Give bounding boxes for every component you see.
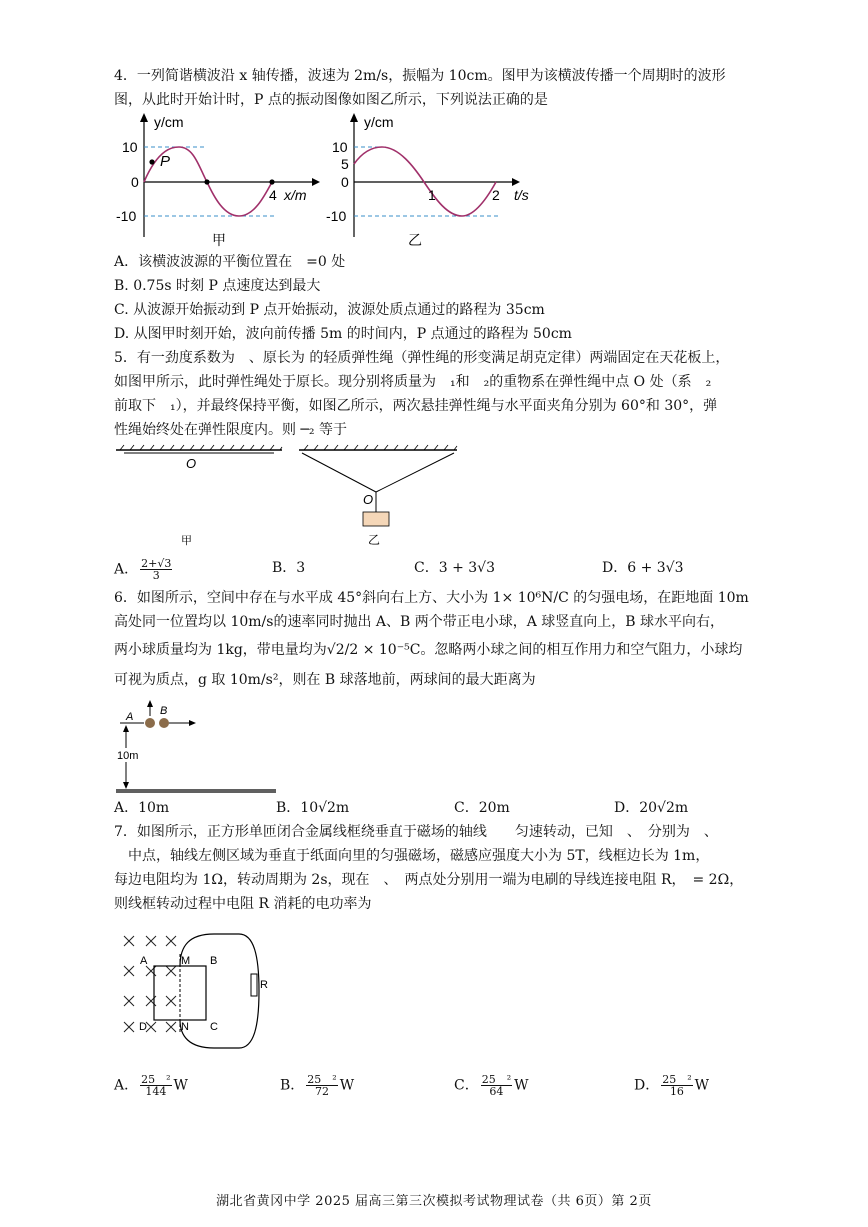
svg-text:10: 10 bbox=[122, 139, 138, 155]
q5-option-a: A． $\frac{2+√3}{3}$ bbox=[114, 557, 172, 582]
svg-text:-10: -10 bbox=[116, 208, 137, 224]
svg-text:甲: 甲 bbox=[212, 232, 226, 248]
svg-text:10: 10 bbox=[332, 139, 348, 155]
rotating-frame-figure bbox=[114, 926, 284, 1066]
vibration-graph-yi bbox=[324, 112, 534, 250]
svg-text:4: 4 bbox=[269, 187, 277, 203]
q5-stem-line2: 如图甲所示，此时弹性绳处于原长。现分别将质量为 ₁和 ₂的重物系在弹性绳中点 O 处（系 ₂ bbox=[114, 374, 712, 390]
svg-text:B: B bbox=[160, 705, 168, 717]
wave-graph-jia bbox=[114, 112, 314, 250]
q7-stem-line2: 中点，轴线左侧区域为垂直于纸面向里的匀强磁场，磁感应强度大小为 5T，线框边长为 1m， bbox=[114, 848, 710, 864]
q7-option-a: A． $\frac{\text{25 ²}}{144}$ W bbox=[114, 1073, 188, 1098]
q5-stem-line4: 性绳始终处在弹性限度内。则 ─₂ 等于 bbox=[114, 422, 347, 438]
q4-stem-line1: 4．一列简谐横波沿 x 轴传播，波速为 2m/s，振幅为 10cm。图甲为该横波传播一个周期时的波形 bbox=[114, 68, 726, 84]
svg-text:10m: 10m bbox=[117, 750, 139, 762]
svg-text:0: 0 bbox=[341, 174, 349, 190]
q5-stem-line3: 前取下 ₁），并最终保持平衡，如图乙所示，两次悬挂弹性绳与水平面夹角分别为 60°和 30°，弹 bbox=[114, 398, 718, 414]
q4-option-d: D. 从图甲时刻开始，波向前传播 5m 的时间内，P 点通过的路程为 50cm bbox=[114, 326, 572, 342]
q5-option-c: C．3 + 3√3 bbox=[414, 560, 495, 576]
q7-stem-line4: 则线框转动过程中电阻 R 消耗的电功率为 bbox=[114, 896, 372, 912]
svg-text:D: D bbox=[139, 1021, 147, 1033]
q4-option-b: B. 0.75s 时刻 P 点速度达到最大 bbox=[114, 278, 321, 294]
yi-ylabel: y/cm bbox=[364, 114, 394, 130]
svg-text:O: O bbox=[186, 456, 197, 471]
q4-option-c: C. 从波源开始振动到 P 点开始振动，波源处质点通过的路程为 35cm bbox=[114, 302, 545, 318]
q7-option-c: C． $\frac{\text{25 ²}}{64}$ W bbox=[454, 1073, 529, 1098]
svg-text:1: 1 bbox=[428, 187, 436, 203]
svg-text:x/m: x/m bbox=[284, 187, 307, 203]
q5-stem-line1: 5．有一劲度系数为 、原长为 的轻质弹性绳（弹性绳的形变满足胡克定律）两端固定在天花板上， bbox=[114, 350, 730, 366]
svg-text:甲: 甲 bbox=[181, 535, 192, 547]
svg-text:N: N bbox=[181, 1021, 189, 1033]
svg-text:0: 0 bbox=[131, 174, 139, 190]
q4-option-a: A．该横波波源的平衡位置在 =0 处 bbox=[114, 254, 346, 270]
q6-stem-line3: 两小球质量均为 1kg，带电量均为√2/2 × 10⁻⁵C。忽略两小球之间的相互作用力和空气阻力，小球均 bbox=[114, 642, 743, 658]
q6-stem-line2: 高处同一位置均以 10m/s的速率同时抛出 A、B 两个带正电小球，A 球竖直向上，B 球水平向右， bbox=[114, 614, 725, 630]
svg-text:A: A bbox=[126, 711, 134, 723]
svg-text:A: A bbox=[140, 955, 148, 967]
q6-stem-line4: 可视为质点，g 取 10m/s²，则在 B 球落地前，两球间的最大距离为 bbox=[114, 672, 536, 688]
svg-text:B: B bbox=[210, 955, 218, 967]
svg-text:O: O bbox=[363, 492, 374, 507]
svg-text:5: 5 bbox=[341, 156, 349, 172]
q6-option-b: B．10√2m bbox=[276, 800, 350, 816]
projectile-figure bbox=[114, 702, 284, 794]
q7-option-b: B． $\frac{\text{25 ²}}{72}$ W bbox=[280, 1073, 355, 1098]
q7-stem-line3: 每边电阻均为 1Ω，转动周期为 2s，现在 、 两点处分别用一端为电刷的导线连接电阻 R， = 2Ω， bbox=[114, 872, 744, 888]
svg-text:C: C bbox=[210, 1021, 218, 1033]
svg-text:2: 2 bbox=[492, 187, 500, 203]
q6-stem-line1: 6．如图所示，空间中存在与水平成 45°斜向右上方、大小为 1× 10⁶N/C 的匀强电场，在距地面 10m bbox=[114, 590, 749, 606]
svg-text:乙: 乙 bbox=[368, 533, 381, 547]
point-p-label: P bbox=[160, 153, 171, 170]
page-footer: 湖北省黄冈中学 2025 届高三第三次模拟考试物理试卷（共 6页）第 2页 bbox=[216, 1194, 652, 1209]
q6-option-c: C．20m bbox=[454, 800, 510, 816]
svg-text:-10: -10 bbox=[326, 208, 347, 224]
q5-option-d: D．6 + 3√3 bbox=[602, 560, 684, 576]
q6-option-a: A．10m bbox=[114, 800, 170, 816]
svg-text:t/s: t/s bbox=[514, 187, 529, 203]
elastic-rope-figure bbox=[114, 444, 474, 548]
q7-option-d: D． $\frac{\text{25 ²}}{16}$ W bbox=[634, 1073, 710, 1098]
svg-text:乙: 乙 bbox=[408, 232, 422, 248]
svg-text:M: M bbox=[181, 955, 191, 967]
jia-ylabel: y/cm bbox=[154, 114, 184, 130]
q6-option-d: D．20√2m bbox=[614, 800, 689, 816]
q7-stem-line1: 7．如图所示，正方形单匝闭合金属线框绕垂直于磁场的轴线 匀速转动，已知 、 分别为 、 bbox=[114, 824, 718, 840]
svg-text:R: R bbox=[260, 979, 268, 991]
q4-stem-line2: 图，从此时开始计时，P 点的振动图像如图乙所示，下列说法正确的是 bbox=[114, 92, 548, 108]
q5-option-b: B．3 bbox=[272, 560, 306, 576]
